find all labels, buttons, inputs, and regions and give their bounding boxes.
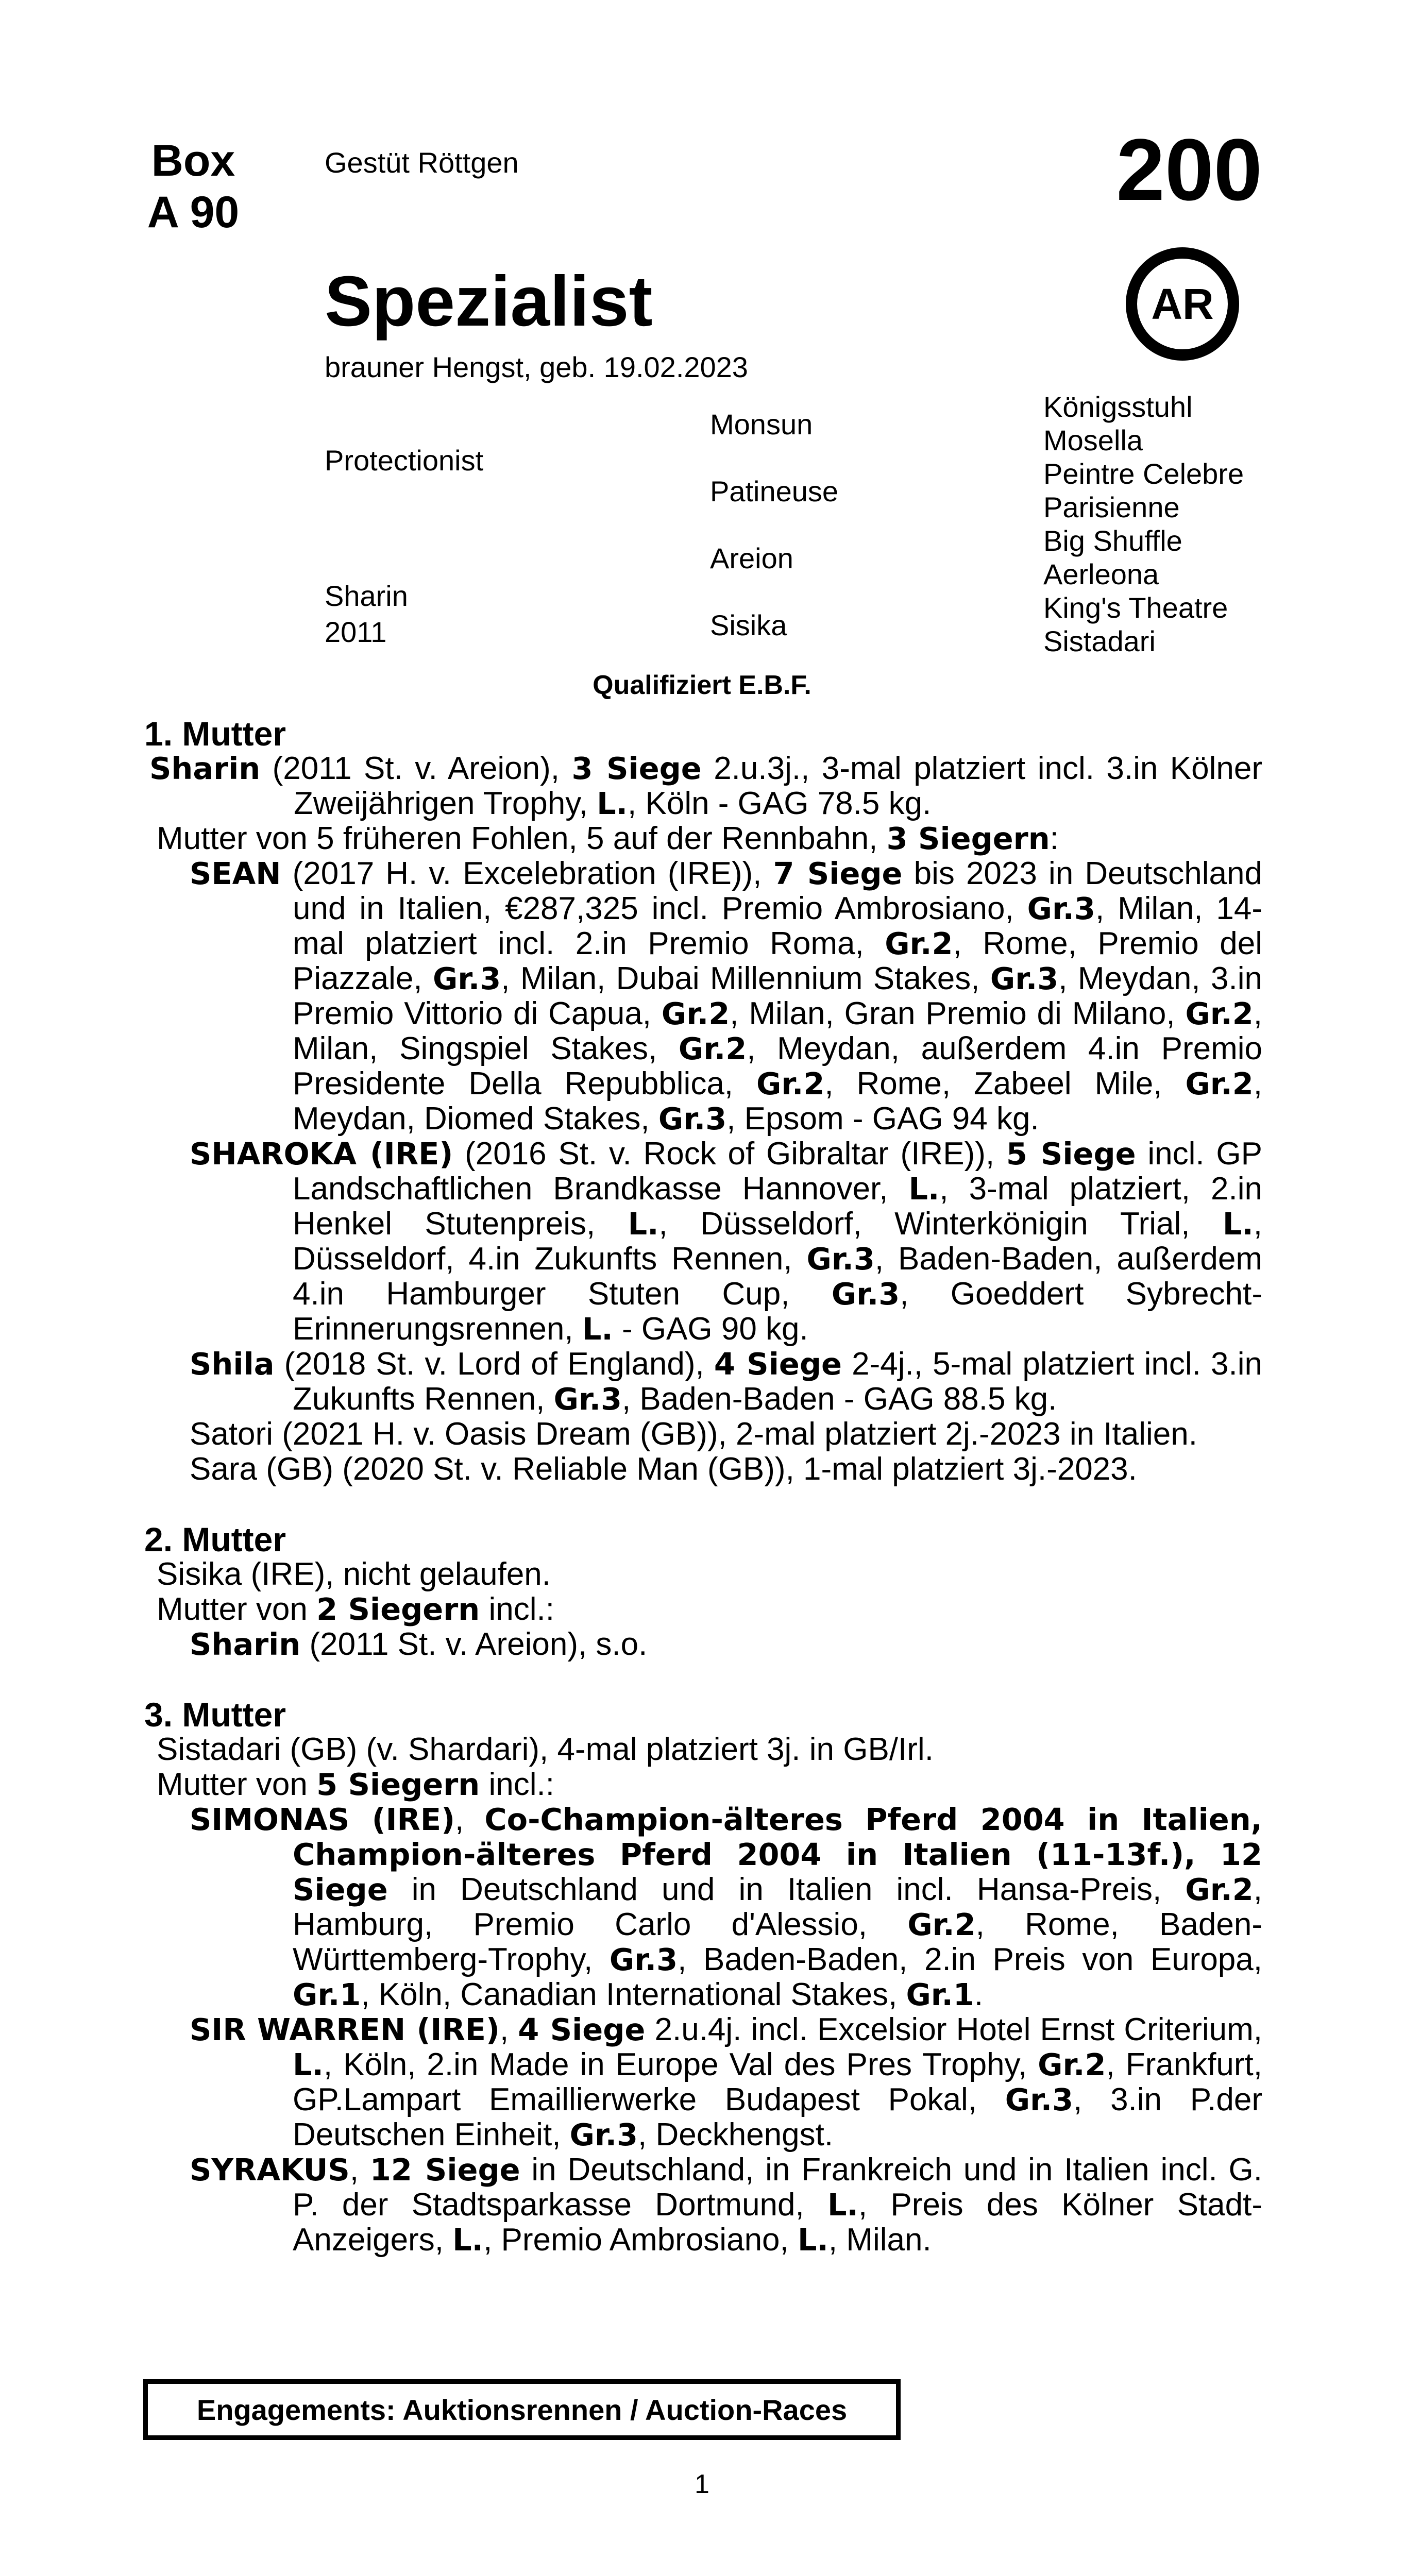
pedigree-sire: Protectionist — [325, 444, 484, 477]
pedigree-great-grandparent: Sistadari — [1043, 625, 1156, 657]
offspring-entry: Shila (2018 St. v. Lord of England), 4 Siege 2-4j., 5-mal platziert incl. 3.in Zukunfts Rennen, Gr.3, Baden-Baden - GAG 88.5 kg. — [190, 1346, 1262, 1417]
pedigree-dam-year: 2011 — [325, 616, 387, 648]
female-family — [144, 716, 1262, 2258]
offspring-entry: Sara (GB) (2020 St. v. Reliable Man (GB)), 1-mal platziert 3j.-2023. — [190, 1451, 1137, 1487]
page-number: 1 — [695, 2469, 709, 2499]
second-dam-entry: Sisika (IRE), nicht gelaufen. — [157, 1556, 551, 1592]
second-dam-summary: Mutter von 2 Siegern incl.: — [157, 1591, 554, 1627]
pedigree-grandparent: Monsun — [710, 408, 813, 440]
pedigree-grandparent: Patineuse — [710, 475, 839, 507]
pedigree-great-grandparent: Mosella — [1043, 424, 1143, 456]
box-label-title: Box — [151, 136, 235, 185]
box-number: A 90 — [147, 188, 240, 237]
lot-number: 200 — [1116, 121, 1262, 219]
box-label — [139, 135, 247, 238]
third-dam-summary: Mutter von 5 Siegern incl.: — [157, 1767, 554, 1802]
qualification: Qualifiziert E.B.F. — [593, 670, 811, 700]
breeder: Gestüt Röttgen — [325, 146, 519, 179]
second-dam-heading: 2. Mutter — [144, 1520, 286, 1558]
first-dam-summary: Mutter von 5 früheren Fohlen, 5 auf der Rennbahn, 3 Siegern: — [157, 821, 1059, 856]
ar-badge-text: AR — [1151, 279, 1214, 328]
offspring-entry: SYRAKUS, 12 Siege in Deutschland, in Frankreich und in Italien incl. G. P. der Stadtsparkasse Dortmund, L., Preis des Kölner Stadt-Anzeigers, L., Premio Ambrosiano, L., Milan. — [190, 2152, 1263, 2258]
offspring-entry: SIR WARREN (IRE), 4 Siege 2.u.4j. incl. Excelsior Hotel Ernst Criterium, L., Köln, 2.in Made in Europe Val des Pres Trophy, Gr.2, Frankfurt, GP.Lampart Emaillierwerke Budapest Pokal, Gr.3, 3.in P.der Deutschen Einheit, Gr.3, Deckhengst. — [190, 2012, 1263, 2153]
third-dam-entry: Sistadari (GB) (v. Shardari), 4-mal platziert 3j. in GB/Irl. — [157, 1732, 934, 1767]
horse-description: brauner Hengst, geb. 19.02.2023 — [325, 351, 748, 383]
pedigree-grandparent: Areion — [710, 542, 793, 574]
pedigree-great-grandparent: Aerleona — [1043, 558, 1159, 590]
offspring-entry: SHAROKA (IRE) (2016 St. v. Rock of Gibraltar (IRE)), 5 Siege incl. GP Landschaftlichen Brandkasse Hannover, L., 3-mal platziert, 2.in Henkel Stutenpreis, L., Düsseldorf, Winterkönigin Trial, L., Düsseldorf, 4.in Zukunfts Rennen, Gr.3, Baden-Baden, außerdem 4.in Hamburger Stuten Cup, Gr.3, Goeddert Sybrecht-Erinnerungsrennen, L. - GAG 90 kg. — [190, 1136, 1263, 1347]
offspring-entry: Satori (2021 H. v. Oasis Dream (GB)), 2-mal platziert 2j.-2023 in Italien. — [190, 1416, 1197, 1452]
engagements-box: Engagements: Auktionsrennen / Auction-Races — [143, 2379, 901, 2440]
offspring-entry: SEAN (2017 H. v. Excelebration (IRE)), 7 Siege bis 2023 in Deutschland und in Italien, €287,325 incl. Premio Ambrosiano, Gr.3, Milan, 14-mal platziert incl. 2.in Premio Roma, Gr.2, Rome, Premio del Piazzale, Gr.3, Milan, Dubai Millennium Stakes, Gr.3, Meydan, 3.in Premio Vittorio di Capua, Gr.2, Milan, Gran Premio di Milano, Gr.2, Milan, Singspiel Stakes, Gr.2, Meydan, außerdem 4.in Premio Presidente Della Repubblica, Gr.2, Rome, Zabeel Mile, Gr.2, Meydan, Diomed Stakes, Gr.3, Epsom - GAG 94 kg. — [190, 856, 1263, 1137]
pedigree-great-grandparent: Parisienne — [1043, 491, 1180, 523]
offspring-entry: Sharin (2011 St. v. Areion), s.o. — [190, 1626, 648, 1662]
ar-badge-icon — [1126, 247, 1239, 361]
pedigree-great-grandparent: Peintre Celebre — [1043, 457, 1244, 490]
pedigree-grandparent: Sisika — [710, 609, 787, 641]
offspring-entry: SIMONAS (IRE), Co-Champion-älteres Pferd 2004 in Italien, Champion-älteres Pferd 2004 in Italien (11-13f.), 12 Siege in Deutschland und in Italien incl. Hansa-Preis, Gr.2, Hamburg, Premio Carlo d'Alessio, Gr.2, Rome, Baden-Württemberg-Trophy, Gr.3, Baden-Baden, 2.in Preis von Europa, Gr.1, Köln, Canadian International Stakes, Gr.1. — [190, 1802, 1263, 2012]
pedigree-great-grandparent: Big Shuffle — [1043, 524, 1182, 557]
first-dam-heading: 1. Mutter — [144, 715, 286, 753]
horse-name: Spezialist — [325, 262, 653, 341]
first-dam-entry: Sharin (2011 St. v. Areion), 3 Siege 2.u.3j., 3-mal platziert incl. 3.in Kölner Zweijährigen Trophy, L., Köln - GAG 78.5 kg. — [149, 751, 1262, 821]
third-dam-heading: 3. Mutter — [144, 1696, 286, 1734]
pedigree-great-grandparent: Königsstuhl — [1043, 391, 1193, 423]
pedigree-dam: Sharin — [325, 580, 408, 612]
pedigree-great-grandparent: King's Theatre — [1043, 591, 1228, 624]
